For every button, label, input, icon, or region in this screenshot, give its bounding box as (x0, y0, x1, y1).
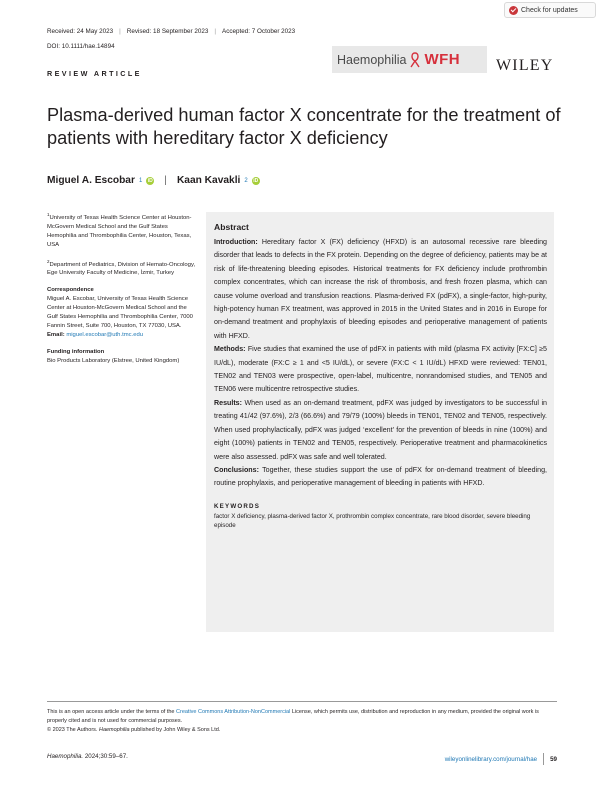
received-date: Received: 24 May 2023 (47, 28, 114, 35)
check-updates-icon (509, 6, 518, 15)
abstract-heading: Abstract (214, 222, 249, 232)
funding-heading: Funding information (47, 348, 105, 355)
article-dates (47, 28, 295, 35)
check-for-updates-badge[interactable] (504, 2, 596, 18)
author-separator: | (164, 175, 167, 186)
section-text: When used as an on-demand treatment, pdFX was judged by investigators to be successful in treating 41/42 (97.6%), 2/3 (66.6%) and 79/79 (100%) bleeds in TEN01, TEN02 and TEN05, respectively. When used prophylactically, pdFX was judged ‘excellent’ for the prevention of bleeds in nine (100%) and eight (100%) patients in TEN02 and TEN05, respectively. Perioperative treatment and pharmacokinetics were also assessed. pdFX was safe and well tolerated. (214, 398, 547, 461)
affiliation-text: Department of Pediatrics, Division of Hemato-Oncology, Ege University Faculty of Medicine, İzmir, Turkey (47, 261, 196, 277)
affiliation-number: 2 (47, 258, 50, 264)
article-info-column (47, 211, 197, 374)
correspondence-heading: Correspondence (47, 287, 94, 294)
section-label: Results: (214, 398, 242, 407)
citation (47, 753, 128, 765)
date-separator: | (214, 28, 217, 35)
section-label: Methods: (214, 345, 246, 354)
doi[interactable]: DOI: 10.1111/hae.14894 (47, 43, 115, 50)
affiliation (47, 211, 197, 250)
date-separator: | (119, 28, 121, 35)
author-list (47, 175, 260, 186)
abstract-conclusions (214, 464, 547, 491)
article-title: Plasma-derived human factor X concentrate for the treatment of patients with hereditary factor X deficiency (47, 105, 561, 148)
keywords-text: factor X deficiency, plasma-derived factor X, prothrombin complex concentrate, rare blood disorder, severe bleeding episode (214, 512, 531, 529)
section-text: Five studies that examined the use of pdFX in patients with mild (plasma FX activity [FX:C] ≥5 IU/dL), moderate (FX:C ≥ 1 and <5 IU/dL), or severe (FX:C < 1 IU/dL) HFXD were reviewed: TEN01, TEN02 and TEN03 were prospective, open-label, multicentre, nonrandomised studies, and TEN05 and TEN06 were multicentre retrospective studies. (214, 345, 547, 394)
page-footer (47, 753, 557, 765)
revised-date: Revised: 18 September 2023 (126, 28, 209, 35)
citation-volume: 2024;30:59–67. (83, 753, 128, 760)
author-name[interactable]: Kaan Kavakli (176, 175, 241, 186)
citation-journal: Haemophilia. (47, 753, 84, 760)
society-logo: WFH (424, 51, 461, 68)
page-number: 59 (550, 755, 557, 763)
funding (47, 348, 197, 366)
orcid-icon[interactable]: iD (253, 177, 259, 184)
license-pre: This is an open access article under the terms of the (47, 709, 177, 715)
license-note (47, 708, 557, 735)
affiliation (47, 258, 197, 279)
copyright-pre: © 2023 The Authors. (47, 727, 99, 733)
publisher-logo[interactable]: WILEY (496, 57, 554, 74)
license-link[interactable]: Creative Commons Attribution-NonCommercial (176, 709, 291, 715)
author-affiliation-ref[interactable]: 2 (244, 177, 248, 184)
email-label: Email: (47, 331, 65, 338)
article-type: REVIEW ARTICLE (47, 69, 142, 78)
copyright-journal: Haemophilia (98, 727, 130, 733)
affiliation-text: University of Texas Health Science Center at Houston-McGovern Medical School and the Gulf States Hemophilia and Thrombophilia Center, Houston, Texas, USA (47, 214, 192, 248)
ribbon-icon (410, 52, 420, 68)
journal-logo[interactable] (332, 46, 487, 73)
abstract-results (214, 397, 547, 464)
copyright-post: published by John Wiley & Sons Ltd. (129, 727, 221, 733)
abstract-introduction (214, 236, 547, 343)
affiliation-number: 1 (47, 212, 50, 217)
section-text: Hereditary factor X (FX) deficiency (HFXD) is an autosomal recessive rare bleeding disorder that leads to defects in the FX protein. Depending on the degree of deficiency, patients may be at risk of life-threatening bleeding episodes. Historical treatments for FX deficiency include prothrombin complex concentrates, which can increase the risk of thrombosis, and fresh frozen plasma, which can cause volume overload and transfusion reactions. Plasma-derived FX (pdFX), a single-factor, high-purity, high-potency human FX treatment, was approved in 2015 in the United States and in 2016 in Europe for on-demand treatment and prophylaxis of bleeding episodes and perioperative management of patients with HFXD. (214, 238, 547, 340)
author-name[interactable]: Miguel A. Escobar (47, 175, 135, 186)
abstract-methods (214, 343, 547, 397)
email-link[interactable]: miguel.escobar@uth.tmc.edu (66, 331, 144, 338)
journal-name: Haemophilia (337, 52, 407, 67)
license-divider (47, 701, 557, 702)
journal-url[interactable]: wileyonlinelibrary.com/journal/hae (444, 755, 538, 763)
footer-divider (543, 753, 544, 765)
abstract-box (206, 212, 554, 632)
section-text: Together, these studies support the use of pdFX for on-demand treatment of bleeding, routine prophylaxis, and perioperative management of bleeding in patients with HFXD. (214, 465, 548, 488)
license-post: License, which permits use, distribution and reproduction in any medium, provided the original work is properly cited and is not used for commercial purposes. (47, 709, 539, 724)
correspondence (47, 286, 197, 339)
funding-text: Bio Products Laboratory (Elstree, United Kingdom) (47, 357, 180, 364)
correspondence-text: Miguel A. Escobar, University of Texas Health Science Center at Houston-McGovern Medical School and the Gulf States Hemophilia and Thrombophilia Center, 7000 Fannin Street, Suite 700, Houston, TX 77030, USA. (47, 296, 193, 329)
keywords-heading: KEYWORDS (214, 502, 261, 510)
section-label: Introduction: (214, 238, 258, 246)
orcid-icon[interactable]: iD (147, 177, 153, 184)
accepted-date: Accepted: 7 October 2023 (222, 28, 296, 35)
check-updates-label: Check for updates (521, 6, 578, 14)
footer-right (445, 753, 557, 765)
section-label: Conclusions: (214, 465, 259, 474)
author-affiliation-ref[interactable]: 1 (138, 177, 143, 184)
